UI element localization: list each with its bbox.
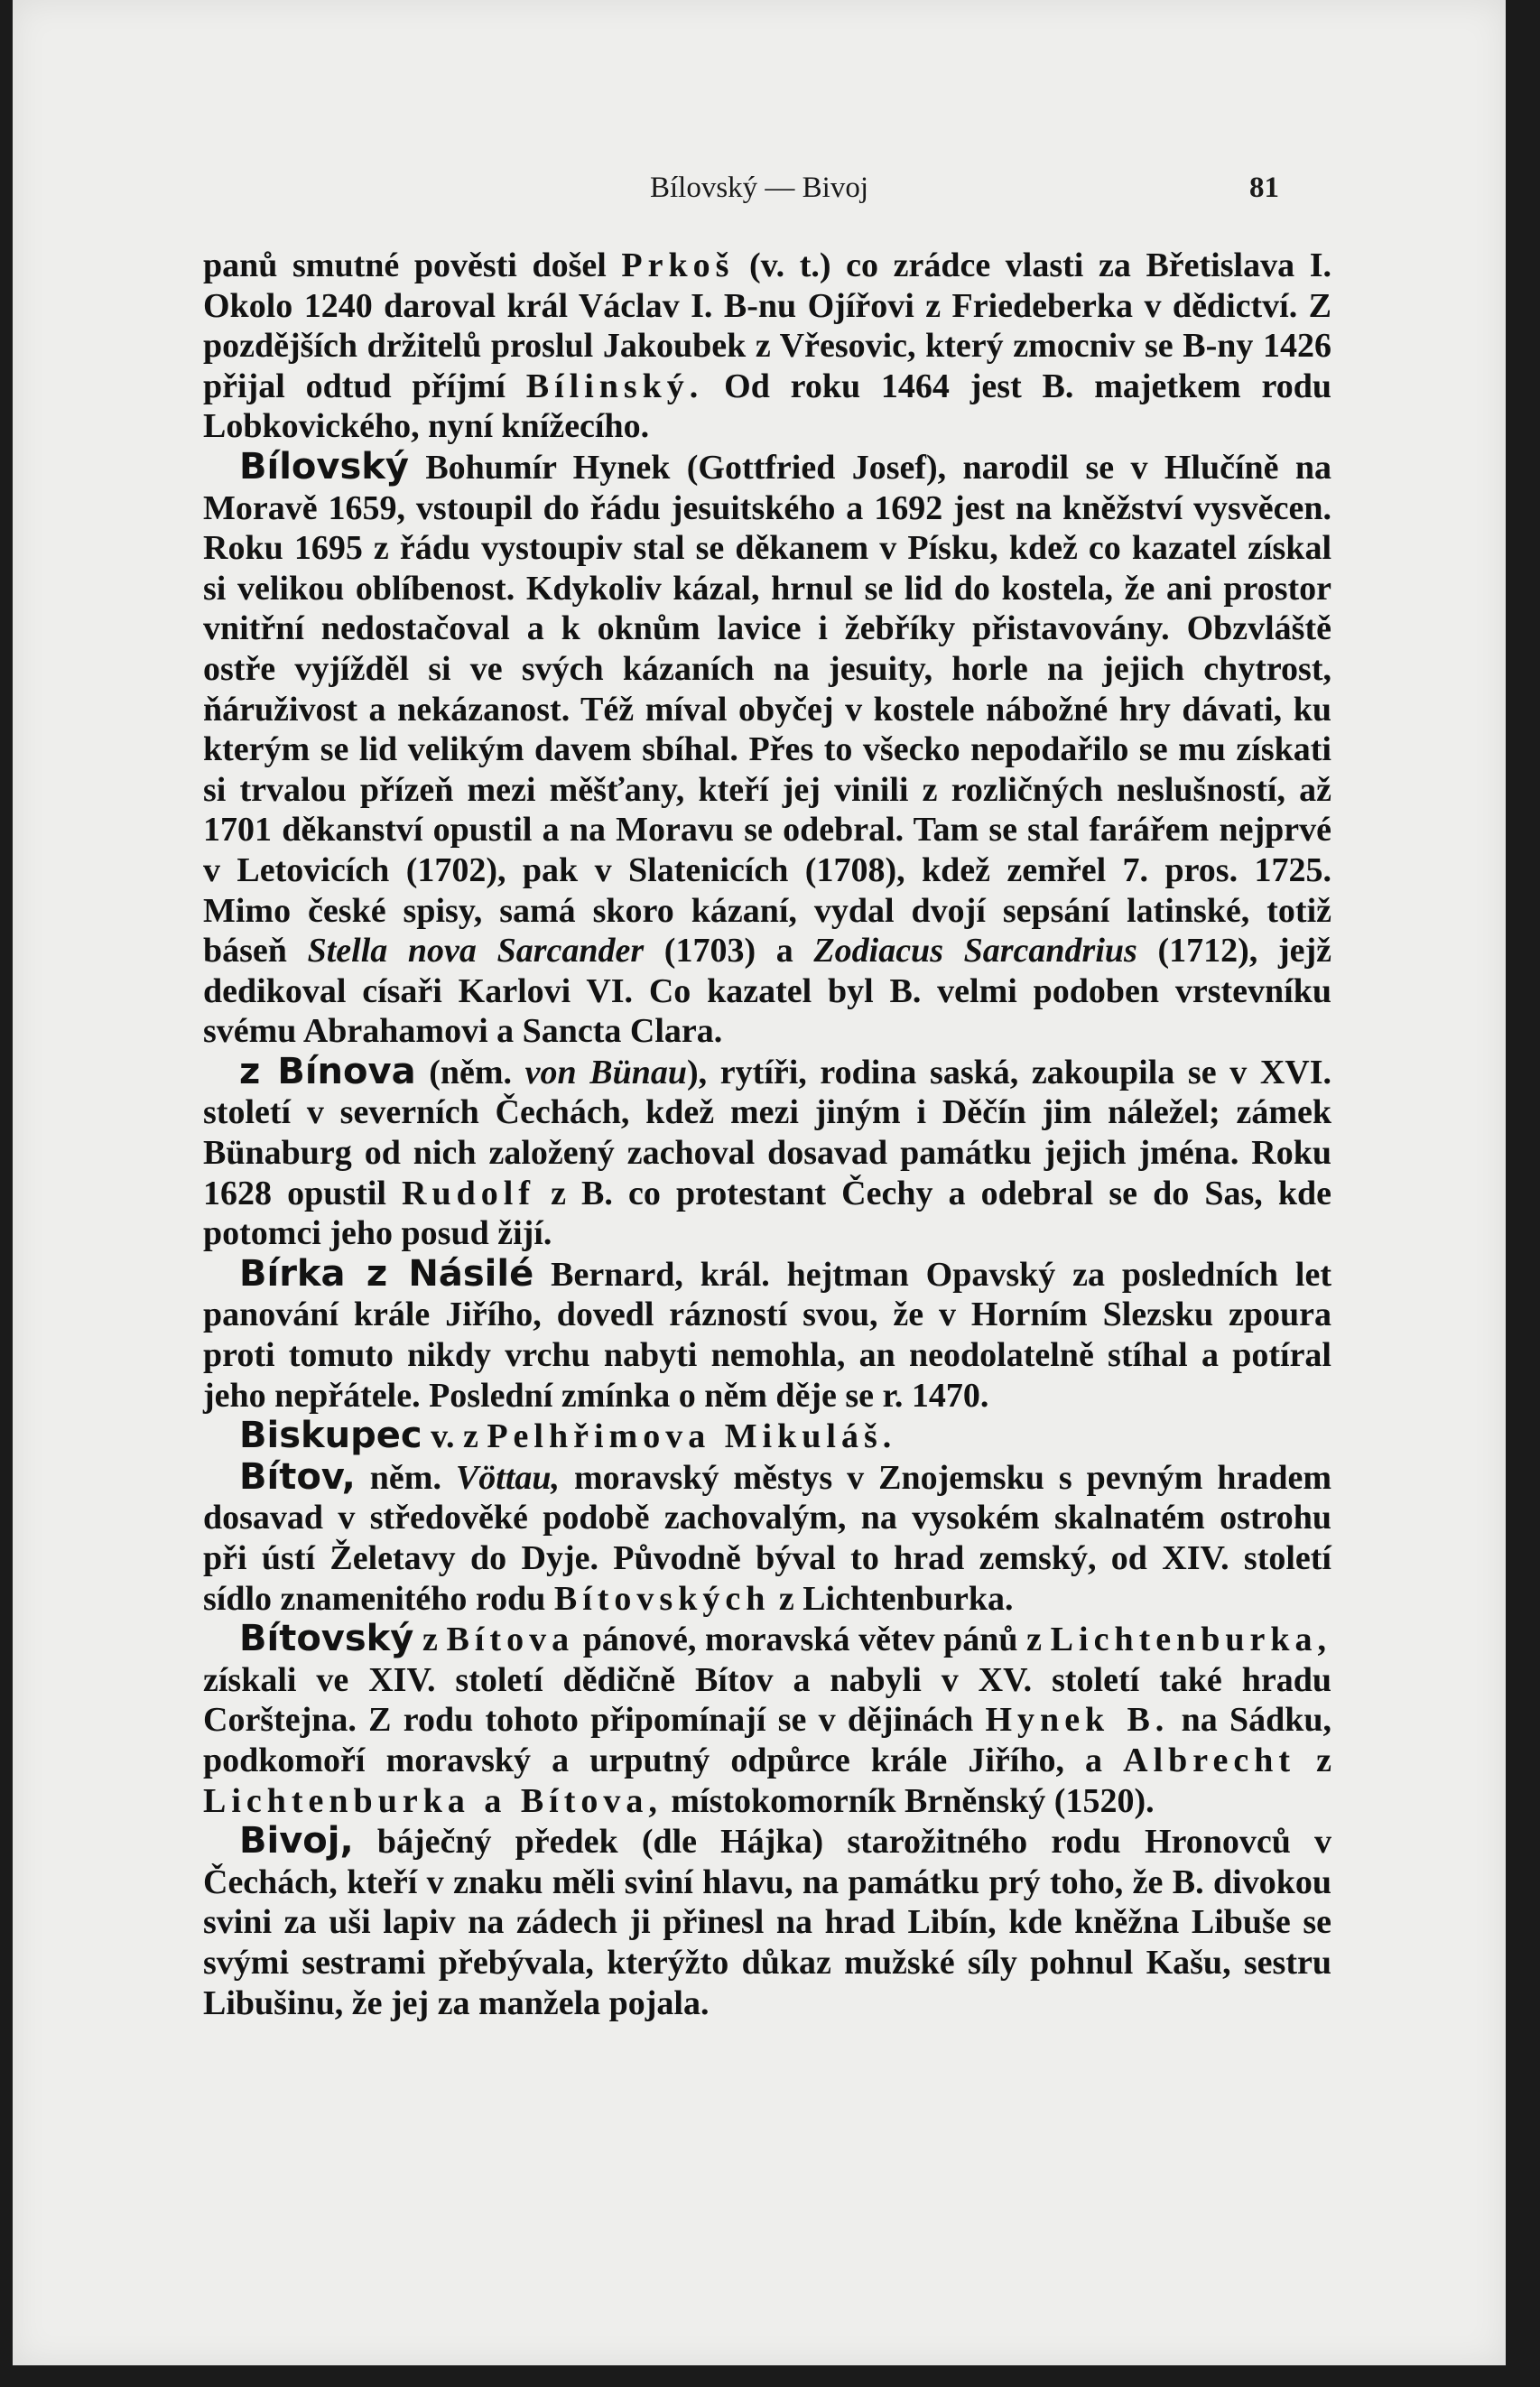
entry-biskupec — [203, 1416, 1331, 1457]
text-run: B. — [581, 1174, 613, 1212]
text-run: Bernard, král. hejtman Opavský za posledních let panování krále Jiřího, dovedl rázností svou, že v Horním Slezsku zpoura proti tomuto nikdy vrchu nabyti nemohla, an neodolatelně stíhal a potíral jeho nepřátele. Poslední zmínka o něm děje se r. 1470. — [203, 1255, 1331, 1415]
entry-headword: z Bínova — [239, 1050, 416, 1092]
text-run: co protestant Čechy a odebral se do Sas, kde potomci jeho posud žijí. — [203, 1174, 1331, 1253]
italic-title: Zodiacus Sarcandrius — [813, 932, 1137, 971]
text-run: získali ve XIV. století dědičně Bítov a nabyli v XV. století také hradu Corštejna. Z rodu tohoto připomínají se v dějinách — [203, 1660, 1331, 1740]
spaced-name: Bílinský. — [525, 367, 704, 405]
text-run: (v. t.) co zrádce vlasti za Břetislava I. Okolo 1240 daroval král Václav I. B-nu Ojířovi z Friedeberka v dědictví. Z pozdějších držitelů proslul Jakoubek z Vřesovic, který zmocniv se B-ny 1426 přijal odtud příjmí — [203, 246, 1331, 405]
spaced-name: Albrecht — [1123, 1741, 1296, 1779]
text-run: panů smutné pověsti došel — [203, 246, 622, 284]
entry-headword: Bivoj, — [239, 1820, 354, 1862]
paragraph-continued — [203, 246, 1331, 447]
text-run: z — [1295, 1741, 1331, 1779]
italic-name: von Bünau — [524, 1053, 688, 1091]
spaced-name: Hynek B. — [985, 1701, 1170, 1740]
entry-birka — [203, 1254, 1331, 1416]
text-run: v. z — [422, 1417, 487, 1456]
spaced-name: Lichtenburka a Bítova, — [203, 1781, 663, 1820]
text-run: pánové, moravská větev pánů z — [574, 1621, 1051, 1659]
text-run: z Lichtenburka. — [770, 1579, 1014, 1618]
entry-headword: Bítovský — [239, 1618, 414, 1660]
entry-bitovsky — [203, 1619, 1331, 1821]
entry-headword: Bírka z Násilé — [239, 1252, 534, 1295]
entry-headword: Bílovský — [239, 445, 409, 488]
italic-name: Vöttau, — [455, 1458, 561, 1497]
spaced-name: Pelhřimova Mikuláš. — [487, 1417, 897, 1456]
text-run: ), rytíři, rodina saská, zakoupila se v XVI. století v severních Čechách, kdež mezi jiným i Děčín jim náležel; zámek Bünaburg od nich založený zachoval dosavad památku jejich jména. Roku 1628 opustil — [203, 1053, 1331, 1212]
text-run: z — [413, 1621, 447, 1659]
spaced-name: Bítovských — [553, 1579, 771, 1618]
text-run: Od roku 1464 jest B. majetkem rodu Lobkovického, nyní knížecího. — [203, 367, 1331, 446]
text-run: z — [534, 1174, 582, 1212]
text-run: (1712), jejž dedikoval císaři Karlovi VI. Co kazatel byl B. velmi podoben vrstevníku svému Abrahamovi a Sancta Clara. — [203, 932, 1331, 1051]
entry-headword: Bítov, — [239, 1455, 356, 1498]
spaced-name: Bítova — [446, 1621, 575, 1659]
text-run: něm. — [355, 1458, 456, 1497]
entry-bilovsky — [203, 447, 1331, 1052]
page-body — [203, 246, 1331, 2023]
text-run: (něm. — [415, 1053, 525, 1091]
entry-bivoj — [203, 1821, 1331, 2023]
text-run: moravský městys v Znojemsku s pevným hradem dosavad v středověké podobě zachovalým, na vysokém skalnatém ostrohu při ústí Želetavy do Dyje. Původně býval to hrad zemský, od XIV. století sídlo znamenitého rodu — [203, 1458, 1331, 1618]
book-page — [13, 0, 1506, 2365]
entry-headword: Biskupec — [239, 1415, 422, 1457]
text-run: (1703) a — [644, 932, 814, 971]
page-number: 81 — [1249, 172, 1279, 204]
entry-bitov — [203, 1457, 1331, 1619]
text-run: Bohumír Hynek (Gottfried Josef), narodil se v Hlučíně na Moravě 1659, vstoupil do řádu jesuitského a 1692 jest na kněžství vysvěcen. Roku 1695 z řádu vystoupiv stal se děkanem v Písku, kdež co kazatel získal si velikou oblíbenost. Kdykoliv kázal, hrnul se lid do kostela, že ani prostor vnitřní nedostačoval a k oknům lavice i žebříky přistavovány. Obzvláště ostře vyjížděl si ve svých kázaních na jesuity, horle na jejich chytrost, ňáruživost a nekázanost. Též míval obyčej v kostele nábožné hry dávati, ku kterým se lid velikým davem sbíhal. Přes to všecko nepodařilo se mu získati si trvalou přízeň mezi měšťany, kteří jej vinili z rozličných neslušností, až 1701 děkanství opustil a na Moravu se odebral. Tam se stal farářem nejprvé v Letovicích (1702), pak v Slatenicích (1708), kdež zemřel 7. pros. 1725. Mimo české spisy, samá skoro kázaní, vydal dvojí sepsání latinské, totiž báseň — [203, 448, 1331, 971]
text-run: na Sádku, podkomoří moravský a urputný odpůrce krále Jiřího, a — [203, 1701, 1332, 1779]
entry-z-binova — [203, 1052, 1331, 1254]
spaced-name: Rudolf — [402, 1174, 535, 1212]
spaced-name: Prkoš — [621, 246, 735, 284]
running-title: Bílovský — Bivoj — [649, 172, 869, 204]
italic-title: Stella nova Sarcander — [307, 932, 645, 971]
text-run: báječný předek (dle Hájka) starožitného rodu Hronovců v Čechách, kteří v znaku měli sviní hlavu, na památku prý toho, že B. divokou svini za uši lapiv na zádech ji přinesl na hrad Libín, kde kněžna Libuše se svými sestrami přebývala, kterýžto důkaz mužské síly pohnul Kašu, sestru Libušinu, že jej za manžela pojala. — [203, 1823, 1331, 2022]
spaced-name: Lichtenburka, — [1050, 1621, 1331, 1659]
text-run: místokomorník Brněnský (1520). — [662, 1781, 1155, 1820]
